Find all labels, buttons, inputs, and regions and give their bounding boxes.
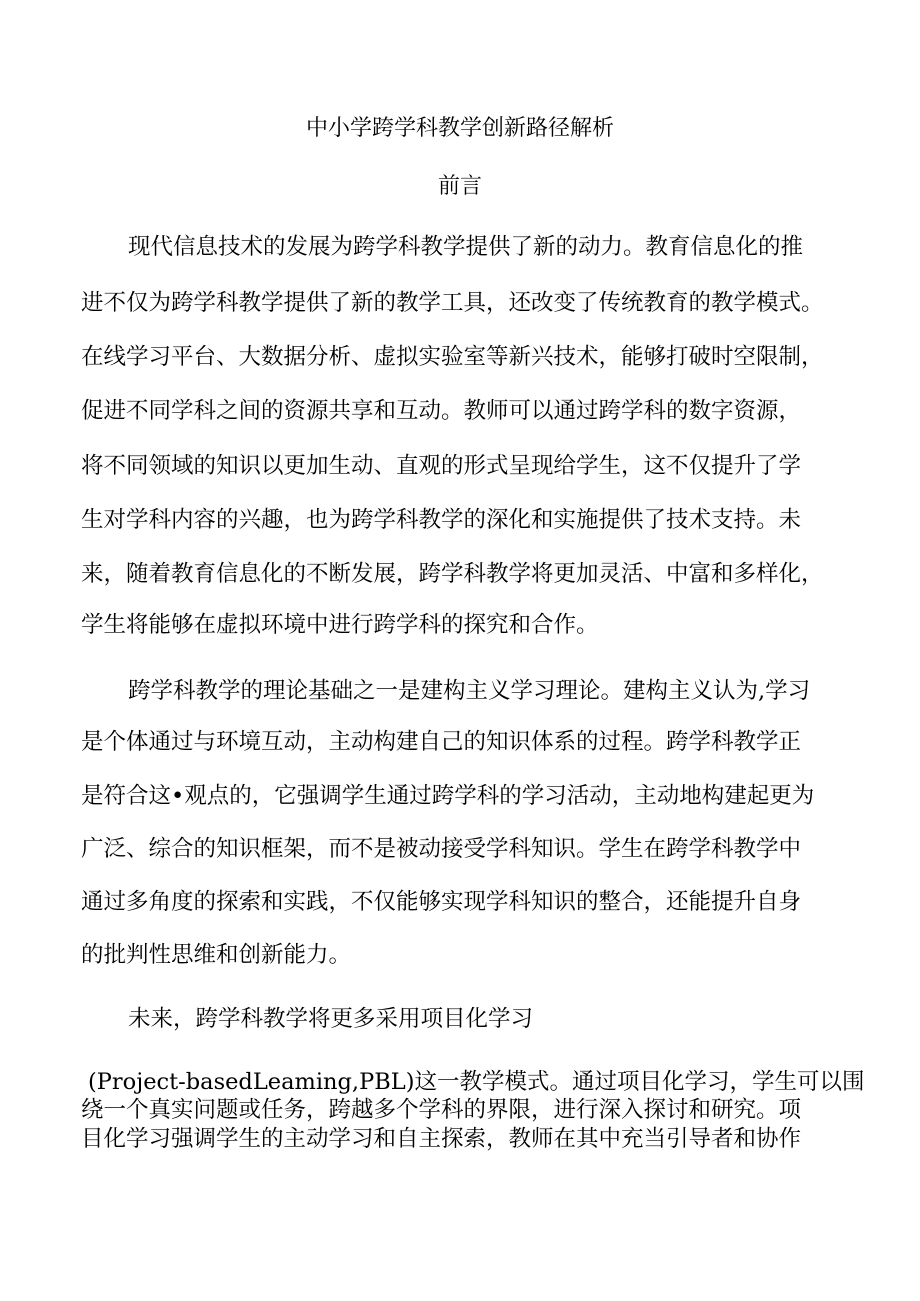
paragraph-line: 跨学科教学的理论基础之一是建构主义学习理论。建构主义认为,学习 bbox=[128, 678, 811, 704]
paragraph-line: (Project-basedLeaming,PBL)这一教学模式。通过项目化学习，学生可以围 bbox=[88, 1069, 865, 1095]
paragraph-line: 未来，跨学科教学将更多采用项目化学习 bbox=[128, 1006, 534, 1032]
paragraph-line: 在线学习平台、大数据分析、虚拟实验室等新兴技术，能够打破时空限制， bbox=[81, 344, 824, 370]
paragraph-line: 广泛、综合的知识框架，而不是被动接受学科知识。学生在跨学科教学中 bbox=[81, 836, 802, 862]
paragraph-line: 生对学科内容的兴趣，也为跨学科教学的深化和实施提供了技术支持。未 bbox=[81, 507, 802, 533]
document-title: 中小学跨学科教学创新路径解析 bbox=[305, 116, 614, 141]
paragraph-line: 是个体通过与环境互动，主动构建自己的知识体系的过程。跨学科教学正 bbox=[81, 729, 802, 755]
paragraph-line: 通过多角度的探索和实践，不仅能够实现学科知识的整合，还能提升自身 bbox=[81, 889, 802, 915]
paragraph-line: 来，随着教育信息化的不断发展，跨学科教学将更加灵活、中富和多样化， bbox=[81, 561, 824, 587]
paragraph-line: 目化学习强调学生的主动学习和自主探索，教师在其中充当引导者和协作 bbox=[81, 1126, 802, 1152]
section-heading: 前言 bbox=[437, 174, 482, 199]
paragraph-line: 是符合这•观点的，它强调学生通过跨学科的学习活动，主动地构建起更为 bbox=[81, 783, 815, 809]
paragraph-line: 学生将能够在虚拟环境中进行跨学科的探究和合作。 bbox=[81, 612, 599, 638]
paragraph-line: 进不仅为跨学科教学提供了新的教学工具，还改变了传统教育的教学模式。 bbox=[81, 290, 824, 316]
paragraph-line: 将不同领域的知识以更加生动、直观的形式呈现给学生，这不仅提升了学 bbox=[81, 453, 802, 479]
paragraph-line: 现代信息技术的发展为跨学科教学提供了新的动力。教育信息化的推 bbox=[128, 234, 804, 260]
paragraph-line: 的批判性思维和创新能力。 bbox=[81, 942, 352, 968]
paragraph-line: 绕一个真实问题或任务，跨越多个学科的界限，进行深入探讨和研究。项 bbox=[81, 1097, 802, 1123]
paragraph-line: 促进不同学科之间的资源共享和互动。教师可以通过跨学科的数字资源， bbox=[81, 398, 802, 424]
